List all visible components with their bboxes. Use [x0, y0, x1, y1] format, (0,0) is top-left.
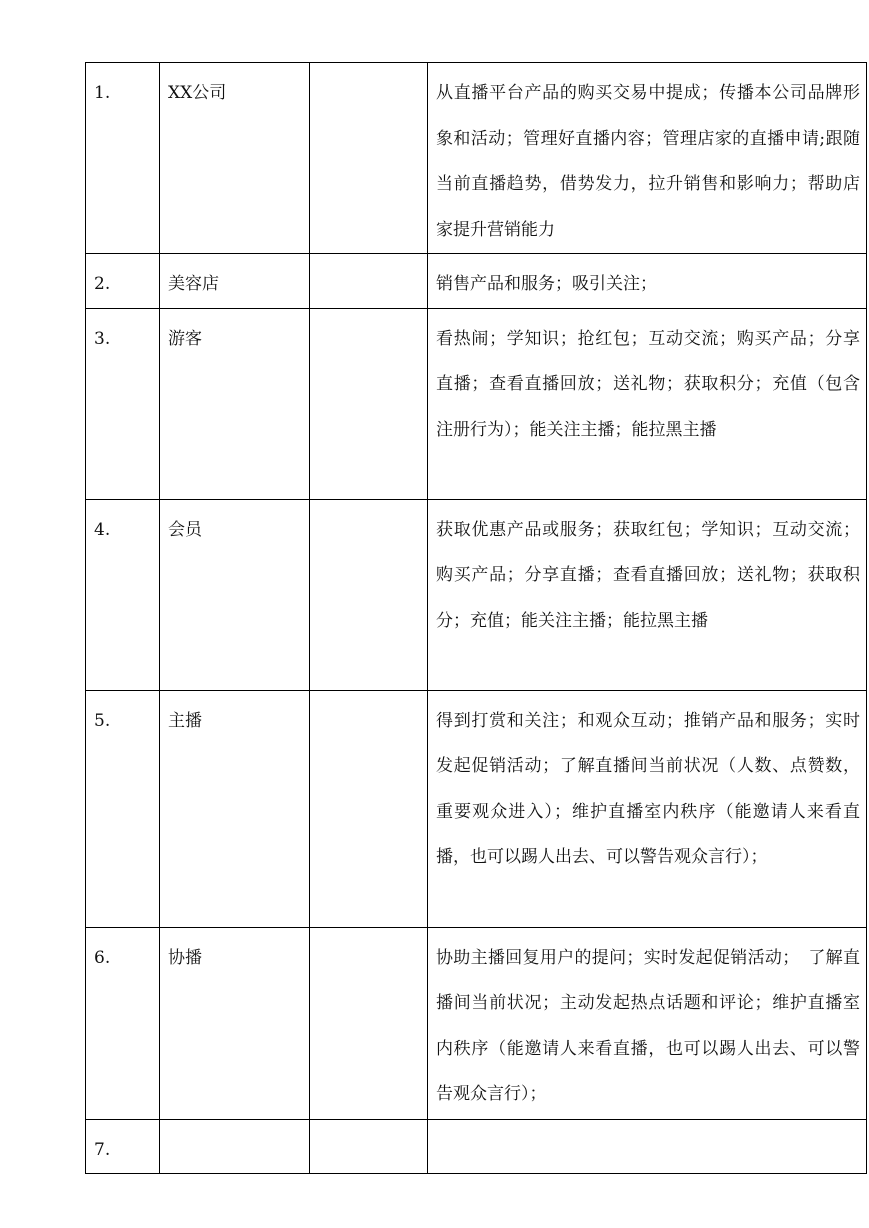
row-number-cell — [86, 1119, 160, 1174]
role-description: 销售产品和服务；吸引关注； — [428, 254, 867, 309]
row-number-cell — [86, 63, 160, 254]
row-number: 4. — [94, 519, 111, 540]
role-name: 主播 — [168, 710, 202, 731]
role-cell — [160, 690, 310, 927]
table-row — [86, 927, 867, 1119]
row-number: 1. — [94, 83, 111, 103]
role-name: 美容店 — [168, 274, 219, 294]
row-number-cell — [86, 254, 160, 309]
empty-cell — [310, 927, 428, 1119]
table-row — [86, 63, 867, 254]
table-row — [86, 1119, 867, 1174]
row-number: 2. — [94, 274, 111, 294]
row-number: 5. — [94, 710, 111, 731]
empty-cell — [310, 499, 428, 690]
role-cell — [160, 927, 310, 1119]
role-description — [428, 1119, 867, 1174]
row-number-cell — [86, 690, 160, 927]
empty-cell — [310, 690, 428, 927]
row-number: 6. — [94, 947, 111, 968]
table-row — [86, 499, 867, 690]
empty-cell — [310, 1119, 428, 1174]
role-cell — [160, 1119, 310, 1174]
role-description: 获取优惠产品或服务；获取红包；学知识；互动交流；购买产品；分享直播；查看直播回放；送礼物；获取积分；充值；能关注主播；能拉黑主播 — [428, 499, 867, 690]
role-name: XX公司 — [168, 83, 227, 103]
role-name: 游客 — [168, 328, 202, 349]
row-number: 7. — [94, 1139, 111, 1160]
role-cell — [160, 308, 310, 499]
row-number-cell — [86, 499, 160, 690]
empty-cell — [310, 63, 428, 254]
role-cell — [160, 254, 310, 309]
row-number-cell — [86, 927, 160, 1119]
role-description: 协助主播回复用户的提问；实时发起促销活动； 了解直播间当前状况；主动发起热点话题和评论；维护直播室内秩序（能邀请人来看直播，也可以踢人出去、可以警告观众言行）； — [428, 927, 867, 1119]
role-description: 得到打赏和关注；和观众互动；推销产品和服务；实时发起促销活动；了解直播间当前状况（人数、点赞数，重要观众进入）；维护直播室内秩序（能邀请人来看直播，也可以踢人出去、可以警告观众言行）； — [428, 690, 867, 927]
empty-cell — [310, 254, 428, 309]
row-number: 3. — [94, 328, 111, 349]
role-description: 从直播平台产品的购买交易中提成；传播本公司品牌形象和活动；管理好直播内容；管理店家的直播申请;跟随当前直播趋势，借势发力，拉升销售和影响力；帮助店家提升营销能力 — [428, 63, 867, 254]
stakeholder-table — [85, 62, 867, 1174]
table-row — [86, 308, 867, 499]
table-row — [86, 254, 867, 309]
role-name: 会员 — [168, 519, 202, 540]
role-cell — [160, 63, 310, 254]
empty-cell — [310, 308, 428, 499]
table-row — [86, 690, 867, 927]
role-name: 协播 — [168, 947, 202, 968]
role-cell — [160, 499, 310, 690]
role-description: 看热闹；学知识；抢红包；互动交流；购买产品；分享直播；查看直播回放；送礼物；获取积分；充值（包含注册行为）；能关注主播；能拉黑主播 — [428, 308, 867, 499]
row-number-cell — [86, 308, 160, 499]
